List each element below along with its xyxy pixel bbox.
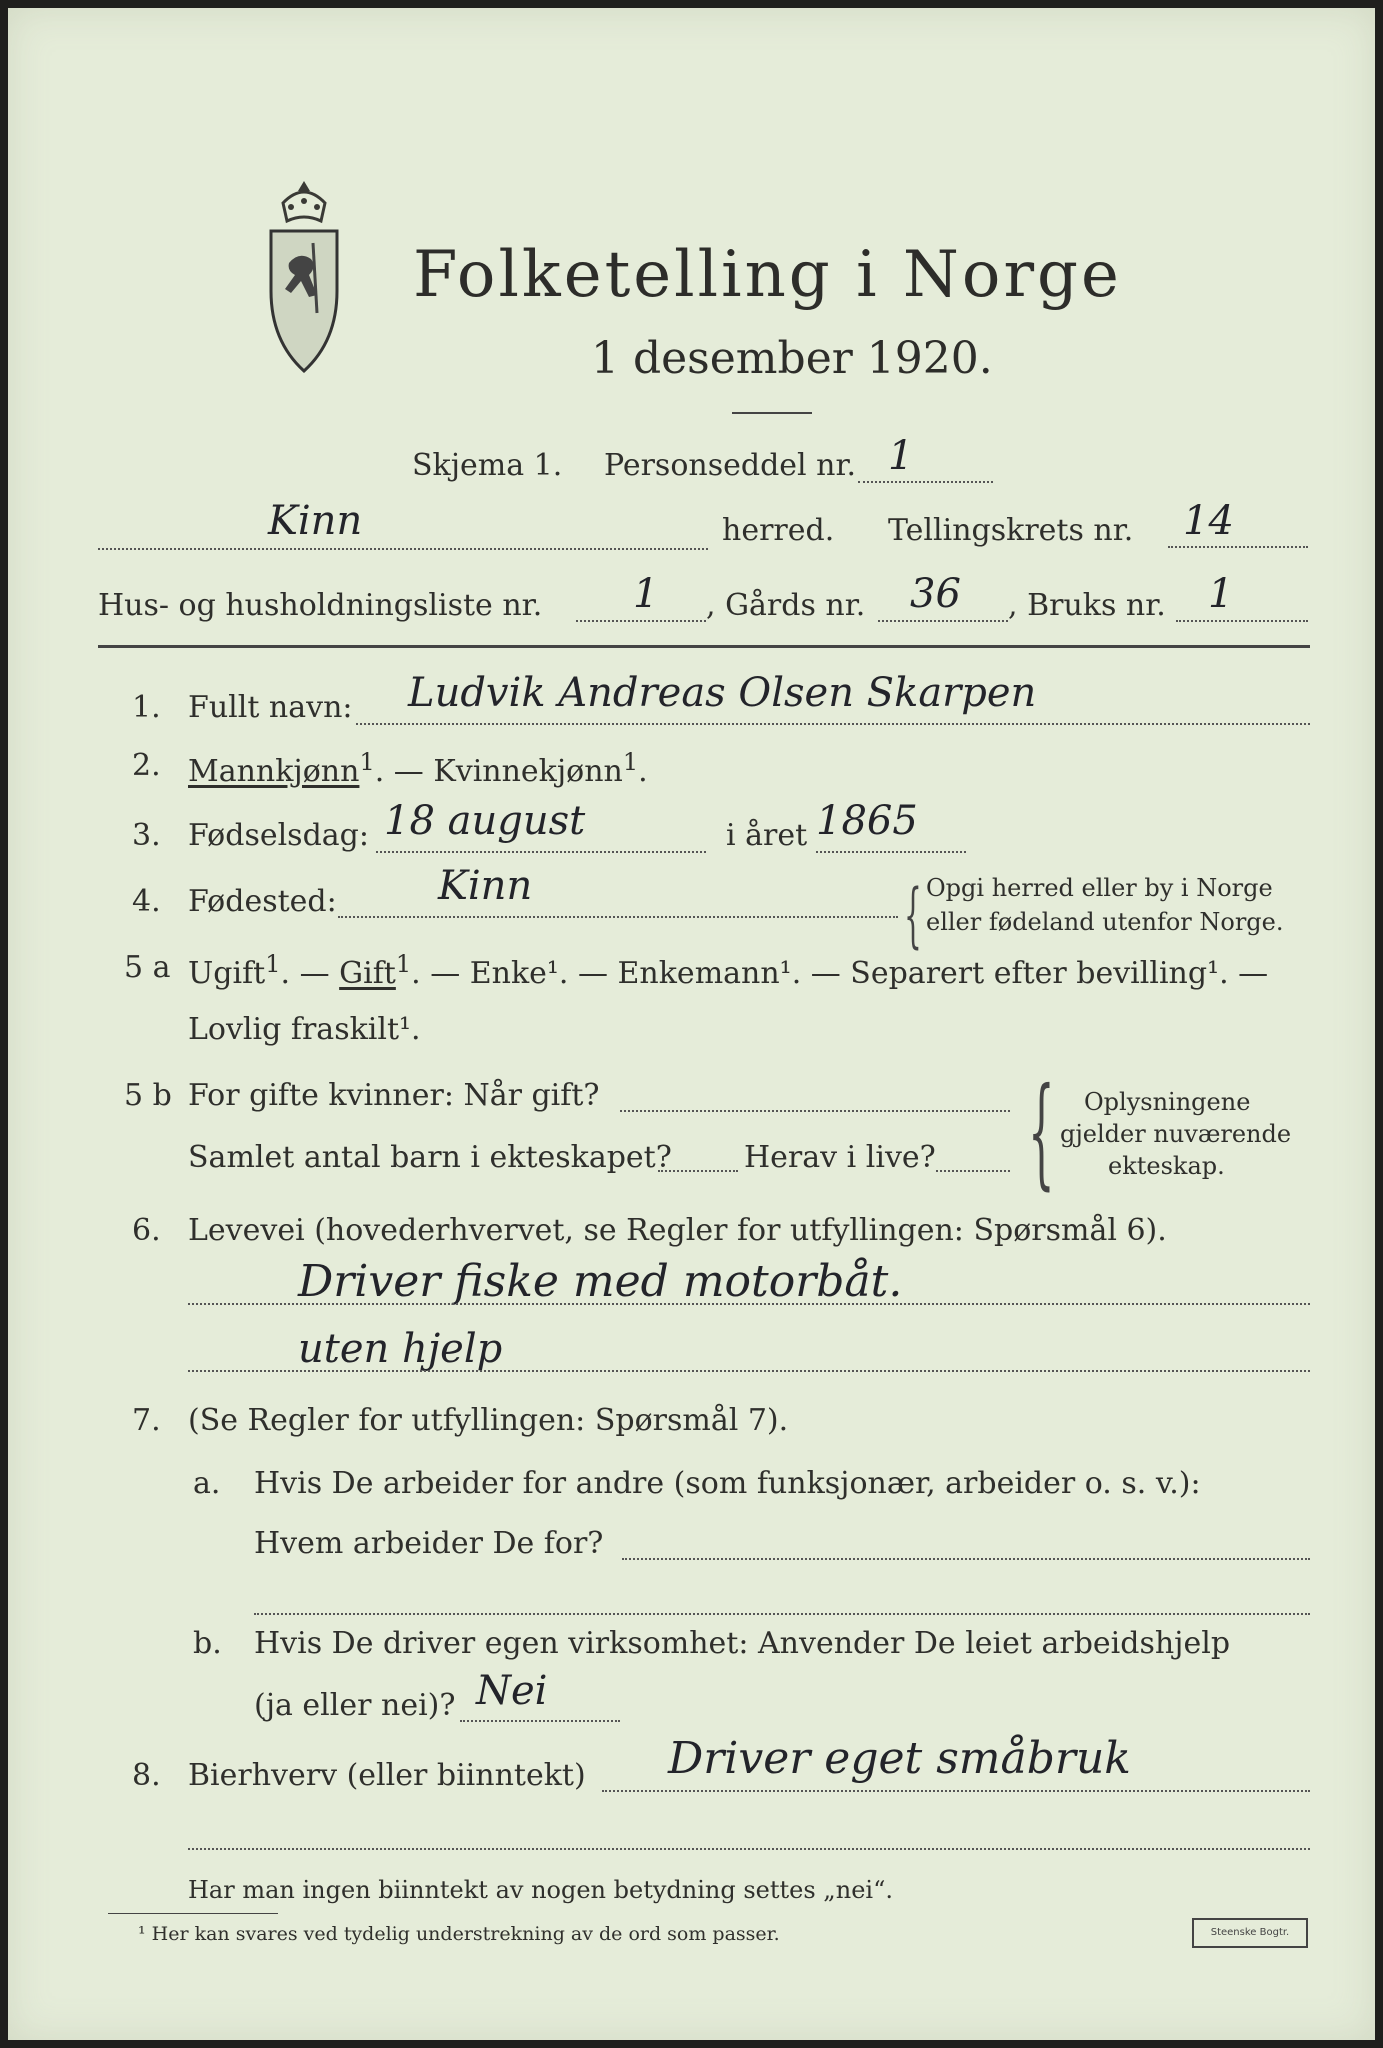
q5b-number: 5 b <box>124 1078 172 1113</box>
q4-note-line1: Opgi herred eller by i Norge <box>926 874 1273 902</box>
q3-year-line <box>816 851 966 853</box>
q3-label: Fødselsdag: <box>188 818 369 853</box>
q6-line2 <box>188 1370 1310 1372</box>
q7a-line2: Hvem arbeider De for? <box>254 1526 604 1561</box>
husliste-value: 1 <box>633 571 659 617</box>
q7b-line <box>460 1720 620 1722</box>
herred-label: herred. <box>722 513 835 548</box>
q3-line <box>376 851 706 853</box>
q7b-value: Nei <box>476 1668 548 1714</box>
gards-label: , Gårds nr. <box>706 588 866 623</box>
personseddel-line <box>858 481 993 483</box>
q3-year-label: i året <box>726 818 808 853</box>
q8-line2 <box>188 1848 1310 1850</box>
q6-value-line1: Driver fiske med motorbåt. <box>298 1256 903 1307</box>
q5b-label: For gifte kvinner: Når gift? <box>188 1078 600 1113</box>
personseddel-label: Personseddel nr. <box>604 448 857 483</box>
q5b-herav: Herav i live? <box>744 1140 936 1175</box>
q5b-herav-line <box>936 1170 1010 1172</box>
q7b-line2: (ja eller nei)? <box>254 1688 456 1723</box>
bruks-line <box>1176 620 1308 622</box>
q7-number: 7. <box>132 1403 161 1438</box>
q8-label: Bierhverv (eller biinntekt) <box>188 1758 586 1793</box>
q8-value: Driver eget småbruk <box>668 1733 1131 1784</box>
bruks-label: , Bruks nr. <box>1008 588 1166 623</box>
q2-mann: Mannkjønn <box>188 754 360 789</box>
q7a-label: Hvis De arbeider for andre (som funksjonær, arbeider o. s. v.): <box>254 1466 1201 1501</box>
printer-stamp: Steenske Bogtr. <box>1192 1918 1308 1948</box>
q1-line <box>356 723 1310 725</box>
q3-value: 18 august <box>384 798 586 844</box>
herred-line <box>98 548 708 550</box>
header-separator <box>98 645 1310 648</box>
q7b-number: b. <box>193 1626 222 1661</box>
q6-label: Levevei (hovederhvervet, se Regler for utfyllingen: Spørsmål 6). <box>188 1213 1167 1248</box>
q3-number: 3. <box>132 818 161 853</box>
census-form <box>8 8 1375 2040</box>
personseddel-value: 1 <box>888 433 914 479</box>
form-title: Folketelling i Norge <box>413 238 1122 312</box>
q5b-note1: Oplysningene <box>1084 1088 1251 1116</box>
q7a-line <box>622 1558 1310 1560</box>
q2-number: 2. <box>132 748 161 783</box>
q5b-barn-line <box>658 1170 738 1172</box>
q4-value: Kinn <box>438 863 533 909</box>
q7b-label: Hvis De driver egen virksomhet: Anvender De leiet arbeidshjelp <box>254 1626 1231 1661</box>
q5b-note3: ekteskap. <box>1108 1152 1225 1180</box>
coat-of-arms-icon <box>261 173 347 383</box>
tellingskrets-value: 14 <box>1183 498 1234 544</box>
husliste-line <box>576 620 706 622</box>
q8-line <box>602 1790 1310 1792</box>
q4-label: Fødested: <box>188 884 337 919</box>
husliste-label: Hus- og husholdningsliste nr. <box>98 588 543 623</box>
q6-value-line2: uten hjelp <box>298 1326 503 1372</box>
q1-value: Ludvik Andreas Olsen Skarpen <box>408 670 1037 716</box>
tellingskrets-line <box>1168 546 1308 548</box>
q4-note-line2: eller fødeland utenfor Norge. <box>926 908 1284 936</box>
q7a-line-extra <box>254 1613 1310 1615</box>
bruks-value: 1 <box>1208 571 1234 617</box>
gards-line <box>878 620 1008 622</box>
census-date: 1 desember 1920. <box>591 333 993 384</box>
q5b-line <box>620 1110 1010 1112</box>
q4-brace: { <box>904 874 922 956</box>
skjema-label: Skjema 1. <box>412 448 563 483</box>
q5a-number: 5 a <box>124 950 171 985</box>
q1-label: Fullt navn: <box>188 690 353 725</box>
gards-value: 36 <box>910 571 961 617</box>
q5b-line2: Samlet antal barn i ekteskapet? <box>188 1140 672 1175</box>
herred-value: Kinn <box>268 498 363 544</box>
footnote: ¹ Her kan svares ved tydelig understrekning av de ord som passer. <box>138 1923 780 1945</box>
q6-line1 <box>188 1303 1310 1305</box>
title-divider <box>732 412 812 414</box>
q7-label: (Se Regler for utfyllingen: Spørsmål 7). <box>188 1403 789 1438</box>
q5a-line2: Lovlig fraskilt¹. <box>188 1012 421 1047</box>
q4-line <box>338 916 898 918</box>
q5a-gift: Gift <box>339 956 396 991</box>
footnote-rule <box>108 1913 278 1914</box>
q1-number: 1. <box>132 690 161 725</box>
q6-number: 6. <box>132 1213 161 1248</box>
q3-year-value: 1865 <box>816 798 918 844</box>
q7a-number: a. <box>193 1466 221 1501</box>
q8-number: 8. <box>132 1758 161 1793</box>
q2-gender: Mannkjønn$^1$. — Kvinnekjønn$^1$. <box>188 748 648 789</box>
q5b-brace: { <box>1028 1063 1055 1202</box>
q5a-marital-options: Ugift$^1$. — Gift$^1$. — Enke¹. — Enkemann¹. — Separert efter bevilling¹. — <box>188 950 1269 991</box>
footer-note: Har man ingen biinntekt av nogen betydning settes „nei“. <box>188 1876 893 1904</box>
q5b-note2: gjelder nuværende <box>1060 1120 1292 1148</box>
q4-number: 4. <box>132 884 161 919</box>
tellingskrets-label: Tellingskrets nr. <box>888 513 1134 548</box>
